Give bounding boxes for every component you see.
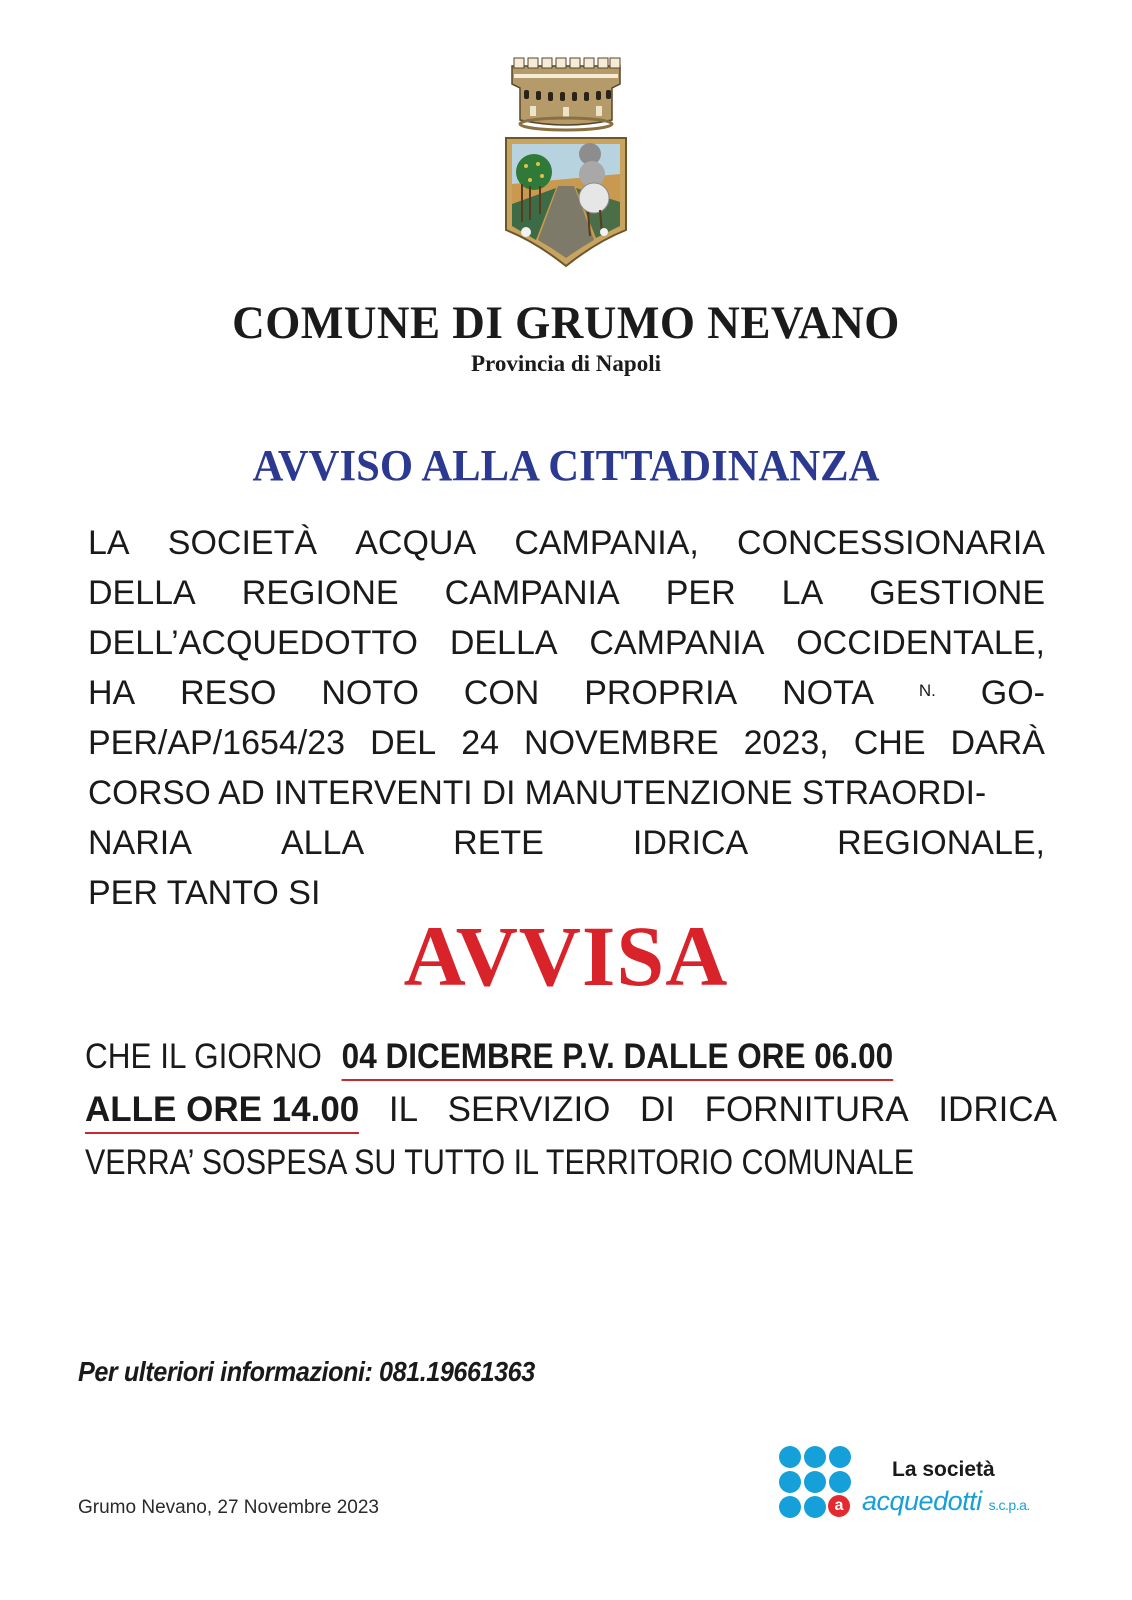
body-line-4: HA RESO NOTO CON PROPRIA NOTA N. GO-	[88, 674, 1045, 712]
final-line-3: VERRA’ SOSPESA SU TUTTO IL TERRITORIO COMUNALE	[85, 1143, 915, 1182]
a-mark-icon: a	[828, 1495, 850, 1517]
notice-body	[88, 518, 1045, 918]
crest-icon	[500, 54, 632, 268]
body-line-7: NARIA ALLA RETE IDRICA REGIONALE,	[88, 824, 1045, 862]
issue-date: Grumo Nevano, 27 Novembre 2023	[78, 1497, 379, 1518]
body-line-8: PER TANTO SI	[88, 874, 321, 912]
date-time-highlight: 04 DICEMBRE P.V. DALLE ORE 06.00	[342, 1030, 893, 1083]
logo-line-1: La società	[892, 1458, 995, 1481]
crown-icon	[512, 58, 620, 130]
suspension-notice	[85, 1030, 1057, 1189]
acquedotti-logo	[779, 1446, 1069, 1528]
body-line-3: DELL’ACQUEDOTTO DELLA CAMPANIA OCCIDENTALE,	[88, 624, 1045, 662]
logo-line-2: acquedotti s.c.p.a.	[862, 1486, 1030, 1516]
body-line-6: CORSO AD INTERVENTI DI MANUTENZIONE STRAORDI-	[88, 774, 987, 812]
body-line-1: LA SOCIETÀ ACQUA CAMPANIA, CONCESSIONARIA	[88, 524, 1045, 562]
province-subtitle: Provincia di Napoli	[471, 351, 661, 376]
avvisa-heading: AVVISA	[403, 908, 729, 1004]
shield-icon	[506, 138, 626, 266]
final-line-2: ALLE ORE 14.00 IL SERVIZIO DI FORNITURA IDRICA	[85, 1083, 1057, 1136]
body-line-5: PER/AP/1654/23 DEL 24 NOVEMBRE 2023, CHE DARÀ	[88, 724, 1045, 762]
final-line-1: CHE IL GIORNO 04 DICEMBRE P.V. DALLE ORE 06.00	[85, 1030, 960, 1083]
municipality-title: COMUNE DI GRUMO NEVANO	[232, 297, 900, 349]
end-time-highlight: ALLE ORE 14.00	[85, 1083, 359, 1136]
body-line-2: DELLA REGIONE CAMPANIA PER LA GESTIONE	[88, 574, 1045, 612]
notice-heading: AVVISO ALLA CITTADINANZA	[252, 441, 880, 490]
contact-info: Per ulteriori informazioni: 081.19661363	[78, 1356, 535, 1387]
